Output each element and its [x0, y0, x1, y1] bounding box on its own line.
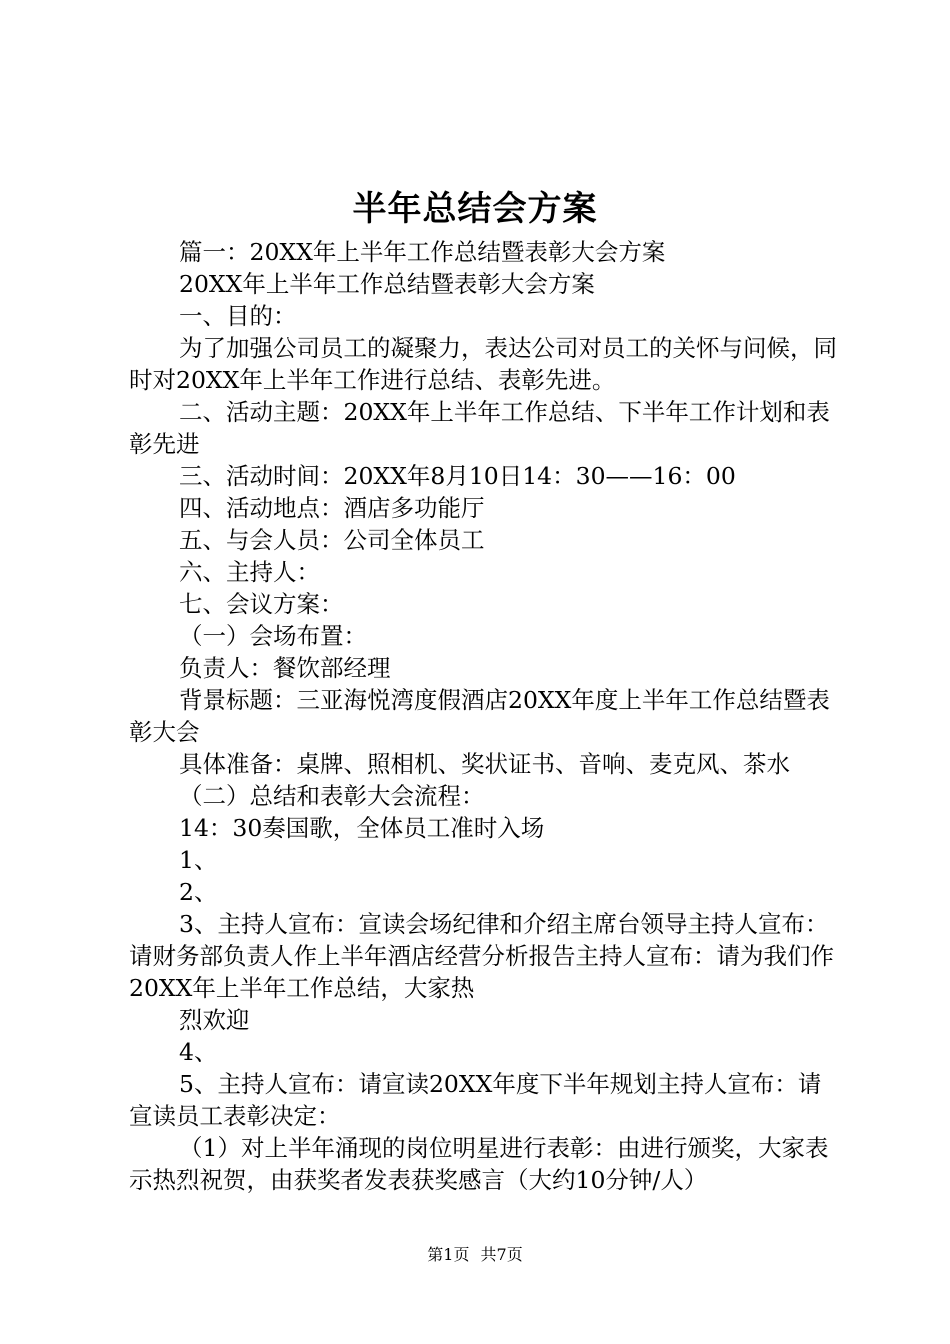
document-title: 半年总结会方案 [352, 189, 598, 229]
paragraph: 1、 [179, 846, 218, 874]
paragraph: 4、 [179, 1038, 218, 1066]
document-body [129, 236, 839, 1196]
paragraph: 负责人：餐饮部经理 [179, 654, 391, 682]
paragraph: 一、目的： [179, 302, 297, 330]
paragraph: （一）会场布置： [179, 622, 367, 650]
paragraph: 二、活动主题：20XX年上半年工作总结、下半年工作计划和表彰先进 [129, 398, 830, 458]
page-footer [0, 1244, 950, 1266]
paragraph: 四、活动地点：酒店多功能厅 [179, 494, 485, 522]
paragraph: 3、主持人宣布：宣读会场纪律和介绍主席台领导主持人宣布：请财务部负责人作上半年酒店经营分析报告主持人宣布：请为我们作20XX年上半年工作总结，大家热 [129, 910, 834, 1002]
paragraph: 烈欢迎 [179, 1006, 250, 1034]
paragraph: 14：30奏国歌，全体员工准时入场 [179, 814, 545, 842]
paragraph: 5、主持人宣布：请宣读20XX年度下半年规划主持人宣布：请宣读员工表彰决定： [129, 1070, 822, 1130]
paragraph: 三、活动时间：20XX年8月10日14：30——16：00 [179, 462, 736, 490]
paragraph: 七、会议方案： [179, 590, 344, 618]
paragraph: 2、 [179, 878, 218, 906]
paragraph: 六、主持人： [179, 558, 320, 586]
page-total: 共7页 [480, 1245, 523, 1264]
page-number: 第1页 [427, 1245, 470, 1264]
paragraph: 具体准备：桌牌、照相机、奖状证书、音响、麦克风、茶水 [179, 750, 790, 778]
paragraph: （二）总结和表彰大会流程： [179, 782, 485, 810]
paragraph: 20XX年上半年工作总结暨表彰大会方案 [179, 270, 595, 298]
paragraph: 为了加强公司员工的凝聚力，表达公司对员工的关怀与问候，同时对20XX年上半年工作进行总结、表彰先进。 [129, 334, 837, 394]
paragraph: 背景标题：三亚海悦湾度假酒店20XX年度上半年工作总结暨表彰大会 [129, 686, 830, 746]
paragraph: （1）对上半年涌现的岗位明星进行表彰：由进行颁奖，大家表示热烈祝贺，由获奖者发表获奖感言（大约10分钟/人） [129, 1134, 829, 1194]
paragraph: 篇一：20XX年上半年工作总结暨表彰大会方案 [179, 238, 666, 266]
paragraph: 五、与会人员：公司全体员工 [179, 526, 485, 554]
